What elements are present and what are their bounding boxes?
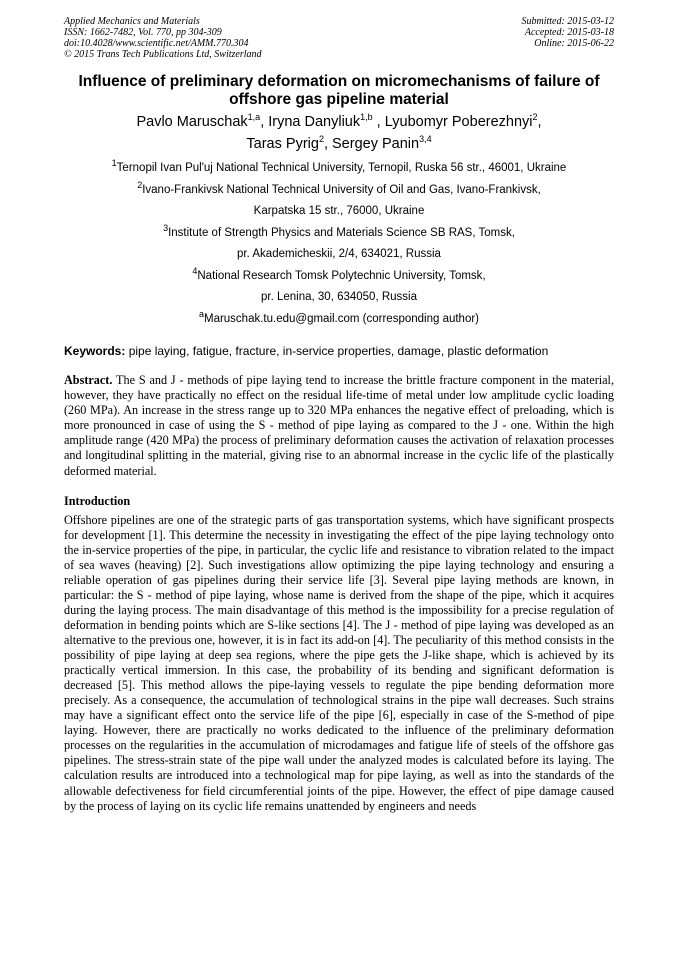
author-name: Iryna Danyliuk [268, 114, 361, 130]
affiliation-sup: 3 [163, 222, 169, 233]
affiliation-text: Ternopil Ivan Pul'uj National Technical University, Ternopil, Ruska 56 str., 46001, Ukraine [116, 162, 567, 174]
abstract [64, 373, 614, 479]
affiliation-sup: 1 [111, 158, 117, 169]
affiliation-sup: 4 [192, 265, 198, 276]
author-name: Sergey Panin [332, 136, 420, 152]
online-date: Online: 2015-06-22 [534, 38, 614, 49]
affiliation-text: Institute of Strength Physics and Materials Science SB RAS, Tomsk, [168, 226, 515, 239]
email-text: Maruschak.tu.edu@gmail.com (corresponding author) [203, 312, 480, 325]
abstract-label: Abstract. [64, 373, 113, 387]
affiliation-text: Ivano-Frankivsk National Technical University of Oil and Gas, Ivano-Frankivsk, [142, 183, 541, 196]
author-line-2: Taras Pyrig$^2$, Sergey Panin$^{3,4}$ [246, 134, 432, 152]
affiliation-4 [64, 266, 614, 288]
keywords-label: Keywords: [64, 344, 126, 358]
affiliation-2-line-2: Karpatska 15 str., 76000, Ukraine [253, 205, 425, 217]
author-line-1: Pavlo Maruschak$^{1,a}$, Iryna Danyliuk$^{1,b}$ , Lyubomyr Poberezhnyi$^2$, [136, 112, 542, 130]
affiliation-4-line-2: pr. Lenina, 30, 634050, Russia [260, 291, 417, 303]
keywords [64, 344, 614, 358]
author-sup: 2 [318, 134, 324, 145]
affiliation-sup: a [198, 308, 204, 319]
author-name: Pavlo Maruschak [136, 114, 248, 130]
journal-header [64, 16, 614, 60]
affiliation-2 [64, 180, 614, 202]
affiliations [64, 158, 614, 330]
journal-doi: doi:10.4028/www.scientific.net/AMM.770.304 [64, 38, 249, 49]
abstract-text: The S and J - methods of pipe laying tend to increase the brittle fracture component in the material, however, they have practically no effect on the residual life-time of metal under low amplitude cyclic loading (260 MPa). An increase in the stress range up to 320 MPa enhances the negative effect of preloading, which is more pronounced in case of using the S - method of pipe laying as compared to the J - one. Within the high amplitude range (420 MPa) the process of preliminary deformation causes the activation of relaxation processes and longitudinal splitting in the material, giving rise to an abnormal increase in the cyclic life of the plastically deformed material. [64, 373, 614, 478]
affiliation-sup: 2 [137, 179, 143, 190]
journal-name: Applied Mechanics and Materials [64, 16, 200, 27]
author-name: Lyubomyr Poberezhnyi [384, 114, 533, 130]
author-sup: 2 [532, 112, 538, 123]
corresponding-email [64, 309, 614, 331]
affiliation-3 [64, 223, 614, 245]
author-list [64, 111, 614, 155]
submission-dates [522, 16, 615, 60]
submitted-date: Submitted: 2015-03-12 [521, 16, 614, 27]
journal-issn: ISSN: 1662-7482, Vol. 770, pp 304-309 [64, 27, 222, 38]
author-sup: 1,a [247, 112, 261, 123]
journal-info [64, 16, 262, 60]
author-sup: 1,b [360, 112, 373, 123]
journal-copyright: © 2015 Trans Tech Publications Ltd, Switzerland [64, 49, 262, 60]
affiliation-text: National Research Tomsk Polytechnic University, Tomsk, [197, 269, 486, 282]
affiliation-1 [64, 158, 614, 180]
keywords-text: pipe laying, fatigue, fracture, in-service properties, damage, plastic deformation [125, 344, 549, 358]
introduction-text: Offshore pipelines are one of the strategic parts of gas transportation systems, which have significant prospects for development [1]. This determine the necessity in investigating the effect of the pipe laying technology onto the in-service properties of the pipe, in particular, the cyclic life and resistance to vibration related to the impact of sea waves (heaving) [2]. Such investigations allow optimizing the pipe laying technology and ensuring a reliable operation of gas pipelines during their service life [3]. Several pipe laying methods are known, in particular: the S - method of pipe laying, whose name is derived from the shape of the pipe, which it acquires during the laying process. The main disadvantage of this method is the impossibility for a precise regulation of deformation in bending points which are S-like sections [4]. The J - method of pipe laying was developed as an alternative to the previous one, however, it is in fact its add-on [4]. The peculiarity of this method consists in the possibility of pipe laying at deep sea regions, where the pipe gets the J-like shape, which is achieved by its practically vertical immersion. In this case, the probability of its bending and significant deformation is decreased [5]. This method allows the pipe-laying vessels to regulate the pipe bending deformation more precisely. As a consequence, the accumulation of technological strains in the pipe wall decreases. Such strains may have a significant effect onto the service life of the pipe [6], especially in case of the S-method of pipe laying. However, there are practically no works dedicated to the influence of the preliminary deformation processes on the regularities in the accumulation of microdamages and fatigue life of steels of the offshore gas pipelines. The stress-strain state of the pipe wall under the analyzed modes is calculated before its laying. The calculation results are introduced into a technological map for pipe laying, as well as into the standards of the allowable defectiveness for field circumferential joints of the pipe. However, the effect of pipe damage caused by the process of laying on its cyclic life remains unattended by engineers and needs [64, 512, 614, 813]
author-sup: 3,4 [419, 134, 432, 145]
introduction-heading: Introduction [64, 493, 131, 508]
paper-title: Influence of preliminary deformation on micromechanisms of failure of offshore gas pipeline material [78, 73, 600, 108]
affiliation-3-line-2: pr. Akademicheskii, 2/4, 634021, Russia [237, 248, 441, 260]
accepted-date: Accepted: 2015-03-18 [524, 27, 614, 38]
author-name: Taras Pyrig [246, 136, 319, 152]
